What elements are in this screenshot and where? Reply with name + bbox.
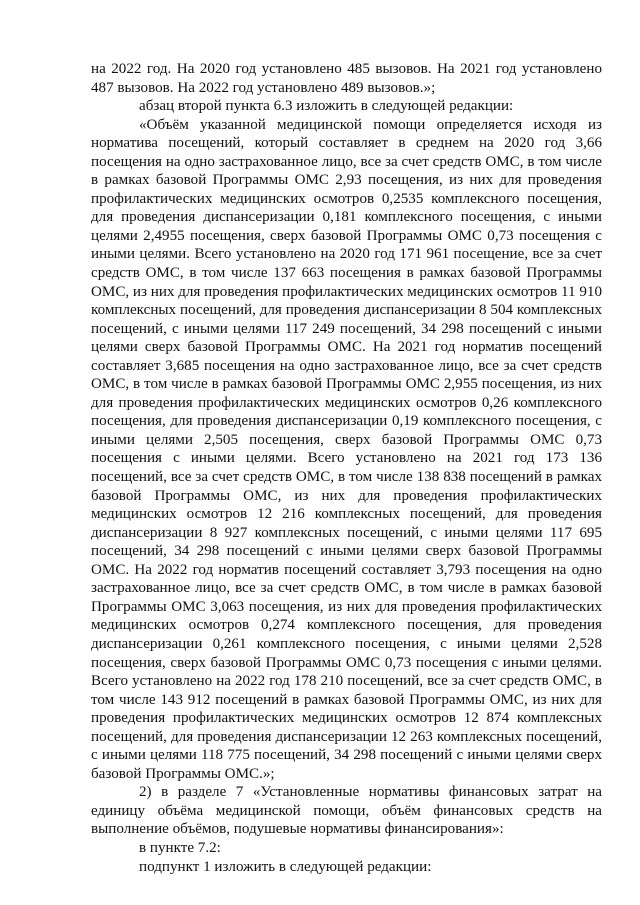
paragraph-continuation: на 2022 год. На 2020 год установлено 485 вызовов. На 2021 год установлено 487 вызовов. На 2022 год установлено 489 вызовов.»; bbox=[91, 61, 602, 96]
paragraph-item-7-2: в пункте 7.2: bbox=[139, 839, 221, 856]
paragraph-subitem-1: подпункт 1 изложить в следующей редакции: bbox=[139, 858, 432, 875]
paragraph-section-7: 2) в разделе 7 «Установленные нормативы финансовых затрат на единицу объёма медицинской помощи, объём финансовых средств на выполнение объёмов, подушевые нормативы финансирования»: bbox=[91, 784, 602, 838]
document-page bbox=[91, 60, 602, 876]
paragraph-quoted-norms: «Объём указанной медицинской помощи определяется исходя из норматива посещений, который составляет в среднем на 2020 год 3,66 посещения на одно застрахованное лицо, все за счет средств ОМС, в том числе в рамках базовой Программы ОМС 2,93 посещения, из них для проведения профилактических медицинских осмотров 0,2535 комплексного посещения, для проведения диспансеризации 0,181 комплексного посещения, с иными целями 2,4955 посещения, сверх базовой Программы ОМС 0,73 посещения с иными целями. Всего установлено на 2020 год 171 961 посещение, все за счет средств ОМС, в том числе 137 663 посещения в рамках базовой Программы ОМС, из них для проведения профилактических медицинских осмотров 11 910 комплексных посещений, для проведения диспансеризации 8 504 комплексных посещений, с иными целями 117 249 посещений, 34 298 посещений с иными целями сверх базовой Программы ОМС. На 2021 год норматив посещений составляет 3,685 посещения на одно застрахованное лицо, все за счет средств ОМС, в том числе в рамках базовой Программы ОМС 2,955 посещения, из них для проведения профилактических медицинских осмотров 0,26 комплексного посещения, для проведения диспансеризации 0,19 комплексного посещения, с иными целями 2,505 посещения, сверх базовой Программы ОМС 0,73 посещения с иными целями. Всего установлено на 2021 год 173 136 посещений, все за счет средств ОМС, в том числе 138 838 посещений в рамках базовой Программы ОМС, из них для проведения профилактических медицинских осмотров 12 216 комплексных посещений, для проведения диспансеризации 8 927 комплексных посещений, с иными целями 117 695 посещений, 34 298 посещений с иными целями сверх базовой Программы ОМС. На 2022 год норматив посещений составляет 3,793 посещения на одно застрахованное лицо, все за счет средств ОМС, в том числе в рамках базовой Программы ОМС 3,063 посещения, из них для проведения профилактических медицинских осмотров 0,274 комплексного посещения, для проведения диспансеризации 0,261 комплексного посещения, с иными целями 2,528 посещения, сверх базовой Программы ОМС 0,73 посещения с иными целями. Всего установлено на 2022 год 178 210 посещений, все за счет средств ОМС, в том числе 143 912 посещений в рамках базовой Программы ОМС, из них для проведения профилактических медицинских осмотров 12 874 комплексных посещений, для проведения диспансеризации 12 263 комплексных посещений, с иными целями 118 775 посещений, 34 298 посещений с иными целями сверх базовой Программы ОМС.»; bbox=[91, 116, 602, 782]
paragraph-amendment-intro: абзац второй пункта 6.3 изложить в следующей редакции: bbox=[139, 98, 514, 115]
